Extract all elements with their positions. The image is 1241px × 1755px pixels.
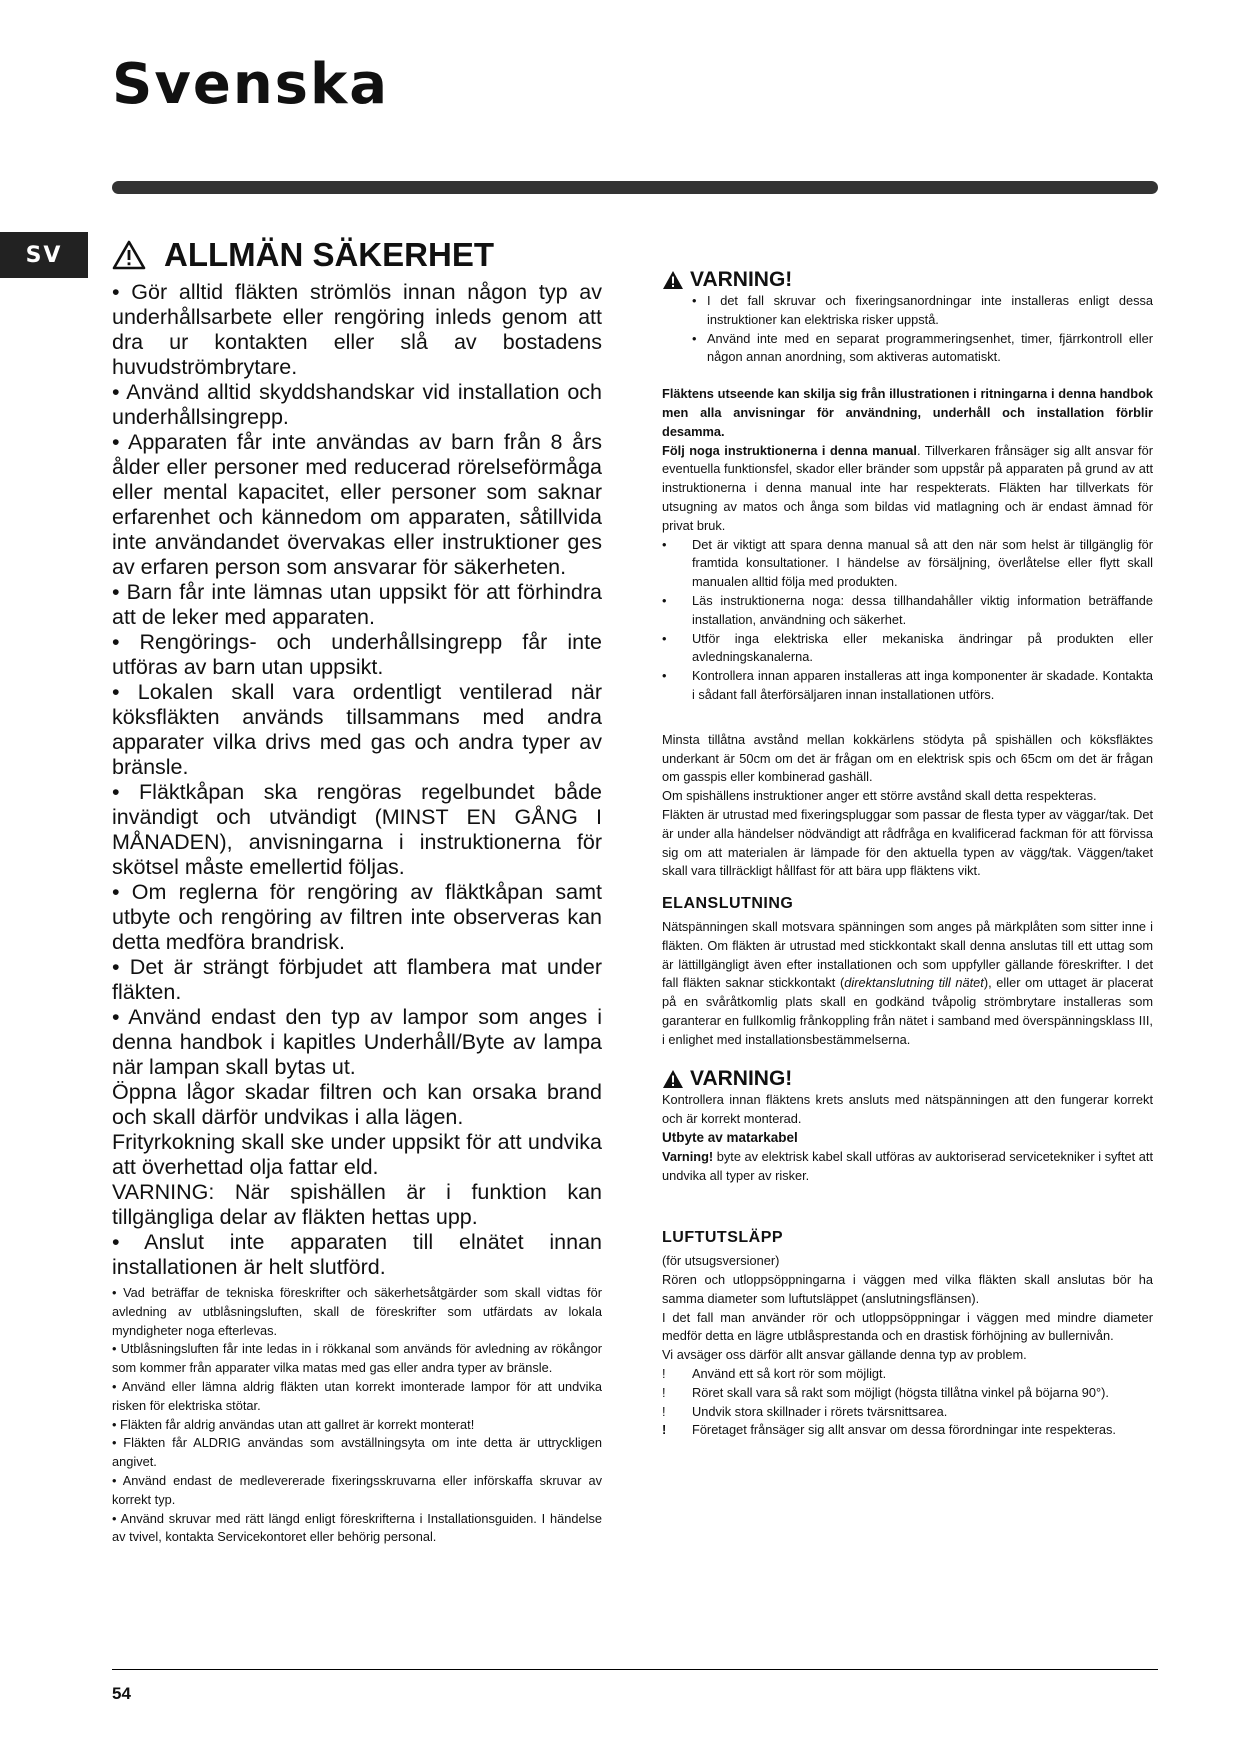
safety-big-text xyxy=(112,280,602,1280)
intro-list xyxy=(662,536,1153,705)
elanslutning-paragraph xyxy=(662,918,1153,1050)
intro-follow-text: . Tillverkaren frånsäger sig allt ansvar för eventuella funktionsfel, skador eller bränder som uppstår på apparaten på grund av att instruktionerna i denna manual inte har respekterats. Fläkten har tillverkats för utsugning av matos och ånga som bildas vid matlagning och är endast ämnad för privat bruk. xyxy=(662,442,1153,533)
list-item xyxy=(662,1365,1153,1384)
bullet-mark: • xyxy=(662,630,667,646)
list-item xyxy=(662,592,1153,630)
elanslutning-section xyxy=(662,895,1153,1049)
list-item-text: Undvik stora skillnader i rörets tvärsnittsarea. xyxy=(692,1403,948,1419)
distance-paragraph: Om spishällens instruktioner anger ett större avstånd skall detta respekteras. xyxy=(662,788,1097,804)
list-item xyxy=(662,1384,1153,1403)
luftutslapp-list xyxy=(662,1365,1153,1440)
bullet-mark: • xyxy=(662,592,667,608)
safety-paragraph: Öppna lågor skadar filtren och kan orsaka brand och skall därför undvikas i alla lägen. xyxy=(112,1080,602,1129)
safety-paragraph: VARNING: När spishällen är i funktion kan tillgängliga delar av fläkten hettas upp. xyxy=(112,1180,602,1229)
safety-paragraph: Frityrkokning skall ske under uppsikt för att undvika att överhettad olja fattar eld. xyxy=(112,1130,602,1179)
exclamation-mark: ! xyxy=(662,1366,666,1382)
luftutslapp-paragraph: I det fall man använder rör och utloppsöppningar i väggen med mindre diameter medför detta en lägre utblåsprestanda och en drastisk förhöjning av bullernivån. xyxy=(662,1309,1153,1344)
safety-paragraph: • Apparaten får inte användas av barn från 8 års ålder eller personer med reducerad rörelseförmåga eller mental kapacitet, eller personer som saknar erfarenhet och kännedom om apparaten, såtillvida inte användandet övervakas eller instruktioner ges av erfaren person som ansvarar för säkerheten. xyxy=(112,430,602,579)
list-item xyxy=(662,1403,1153,1422)
warning-heading xyxy=(662,267,1153,291)
elanslutning-text: Nätspänningen skall motsvara spänningen som anges på märkplåten som sitter inne i fläkten. Om fläkten är utrustad med stickkontakt skall denna anslutas till ett uttag som är lättillgängligt även efter installationen och som uppfyller gällande föreskrifter. I det fall fläkten saknar stickkontakt ( xyxy=(662,918,1153,991)
luftutslapp-paragraph: Vi avsäger oss därför allt ansvar gällande denna typ av problem. xyxy=(662,1347,1027,1363)
safety-heading-text: ALLMÄN SÄKERHET xyxy=(164,236,494,273)
warning2-section xyxy=(662,1069,1153,1185)
intro-follow-bold: Följ noga instruktionerna i denna manual xyxy=(662,442,917,458)
warning2-text: Kontrollera innan fläktens krets ansluts med nätspänningen att den fungerar korrekt och är korrekt monterad. xyxy=(662,1092,1153,1127)
list-item-text: Använd ett så kort rör som möjligt. xyxy=(692,1366,887,1382)
list-item xyxy=(662,1421,1153,1440)
list-item xyxy=(662,292,1153,330)
safety-note: • Använd skruvar med rätt längd enligt föreskrifterna i Installationsguiden. I händelse av tvivel, kontakta Servicekontoret eller behörig personal. xyxy=(112,1510,602,1545)
safety-heading xyxy=(112,236,602,274)
safety-note: • Använd eller lämna aldrig fläkten utan korrekt imonterade lampor för att undvika risken för elektriska stötar. xyxy=(112,1378,602,1413)
elanslutning-text-end: ), eller om uttaget är placerat på en svåråtkomlig plats skall en godkänd tvåpolig strömbrytare installeras som garanterar en fullkomlig frånkoppling från nätet i samband med överspänningsklass III, i enlighet med installationsbestämmelserna. xyxy=(662,975,1153,1047)
language-tab: SV xyxy=(0,232,88,278)
list-item-text: Använd inte med en separat programmeringsenhet, timer, fjärrkontroll eller någon annan anordning, som aktiveras automatiskt. xyxy=(707,330,1153,365)
safety-paragraph: • Använd alltid skyddshandskar vid installation och underhållsingrepp. xyxy=(112,380,602,429)
safety-paragraph: • Gör alltid fläkten strömlös innan någon typ av underhållsarbete eller rengöring inleds genom att dra ur kontakten eller slå av bostadens huvudströmbrytare. xyxy=(112,280,602,379)
safety-note: • Utblåsningsluften får inte ledas in i rökkanal som används för avledning av rökångor som kommer från apparater vilka matas med gas eller andra typer av bränsle. xyxy=(112,1341,602,1376)
safety-note: • Fläkten får aldrig användas utan att gallret är korrekt monterat! xyxy=(112,1416,475,1432)
safety-paragraph: • Lokalen skall vara ordentligt ventilerad när köksfläkten används tillsammans med andra apparater vilka drivs med gas och andra typer av bränsle. xyxy=(112,680,602,779)
exclamation-mark: ! xyxy=(662,1384,666,1400)
list-item-text: Det är viktigt att spara denna manual så att den när som helst är tillgänglig för framtida konsultationer. I händelse av försäljning, överlåtelse eller flytt skall manualen alltid följa med produkten. xyxy=(692,536,1153,590)
safety-paragraph: • Anslut inte apparaten till elnätet innan installationen är helt slutförd. xyxy=(112,1230,602,1279)
warning-heading-text: VARNING! xyxy=(690,267,793,291)
list-item-text: Kontrollera innan apparen installeras att inga komponenter är skadade. Kontakta i sådant fall återförsäljaren innan installationen utförs. xyxy=(692,668,1153,702)
list-item-text: Läs instruktionerna noga: dessa tillhandahåller viktig information beträffande installation, användning och säkerhet. xyxy=(692,592,1153,627)
footer-divider xyxy=(112,1669,1158,1670)
page-number: 54 xyxy=(112,1684,131,1703)
cable-heading: Utbyte av matarkabel xyxy=(662,1130,798,1146)
cable-warning-bold: Varning! xyxy=(662,1148,714,1164)
cable-text: byte av elektrisk kabel skall utföras av auktoriserad servicetekniker i syftet att undvika all typer av risker. xyxy=(662,1148,1153,1183)
exclamation-mark: ! xyxy=(662,1422,667,1438)
list-item xyxy=(662,630,1153,668)
left-column xyxy=(112,236,602,1547)
safety-paragraph: • Använd endast den typ av lampor som anges i denna handbok i kapitles Underhåll/Byte av lampa när lampan skall bytas ut. xyxy=(112,1005,602,1079)
list-item xyxy=(662,536,1153,592)
warning-heading xyxy=(662,1069,1153,1089)
safety-paragraph: • Rengörings- och underhållsingrepp får inte utföras av barn utan uppsikt. xyxy=(112,630,602,679)
warning-triangle-icon xyxy=(662,270,684,290)
list-item xyxy=(662,330,1153,368)
safety-note: • Använd endast de medlevererade fixeringsskruvarna eller införskaffa skruvar av korrekt typ. xyxy=(112,1472,602,1507)
right-column xyxy=(662,267,1153,1440)
distance-paragraph: Fläkten är utrustad med fixeringspluggar som passar de flesta typer av väggar/tak. Det är under alla händelser nödvändigt att rådfråga en kvalificerad fackman för att förvissa sig om att materialen är lämpade för den aktuella typen av vägg/tak. Väggen/taket skall vara tillräckligt hållfast för att bära upp fläktens vikt. xyxy=(662,806,1153,879)
list-item-text: I det fall skruvar och fixeringsanordningar inte installeras enligt dessa instruktioner kan elektriska risker uppstå. xyxy=(707,293,1153,327)
title-divider-bar xyxy=(112,181,1158,194)
safety-paragraph: • Det är strängt förbjudet att flambera mat under fläkten. xyxy=(112,955,602,1004)
luftutslapp-heading: LUFTUTSLÄPP xyxy=(662,1229,784,1247)
safety-paragraph: • Fläktkåpan ska rengöras regelbundet både invändigt och utvändigt (MINST EN GÅNG I MÅNADEN), anvisningarna i instruktionerna för skötsel måste emellertid följas. xyxy=(112,780,602,879)
bullet-mark: • xyxy=(692,293,697,308)
list-item-text: Företaget frånsäger sig allt ansvar om dessa förordningar inte respekteras. xyxy=(692,1422,1116,1438)
luftutslapp-subtitle: (för utsugsversioner) xyxy=(662,1253,780,1269)
warning-triangle-icon xyxy=(112,240,146,270)
luftutslapp-section xyxy=(662,1229,1153,1440)
intro-section xyxy=(662,385,1153,705)
distance-paragraph: Minsta tillåtna avstånd mellan kokkärlens stödyta på spishällen och köksfläktes underkant är 50cm om det är frågan om en elektrisk spis och 65cm om det är frågan om gasspis eller kombinerad gashäll. xyxy=(662,731,1153,785)
distance-section xyxy=(662,731,1153,881)
bullet-mark: • xyxy=(662,536,667,552)
warning-triangle-icon xyxy=(662,1069,684,1089)
warning-heading-text: VARNING! xyxy=(690,1067,793,1091)
elanslutning-heading: ELANSLUTNING xyxy=(662,895,794,913)
bullet-mark: • xyxy=(662,668,667,684)
bullet-mark: • xyxy=(692,330,697,346)
safety-small-text xyxy=(112,1284,602,1547)
exclamation-mark: ! xyxy=(662,1403,666,1419)
safety-paragraph: • Om reglerna för rengöring av fläktkåpan samt utbyte och rengöring av filtren inte observeras kan detta medföra brandrisk. xyxy=(112,880,602,954)
warning-list xyxy=(662,292,1153,367)
safety-note: • Vad beträffar de tekniska föreskrifter och säkerhetsåtgärder som skall vidtas för avledning av utblåsningsluften, skall de föreskrifter som utfärdats av lokala myndigheter noga efterlevas. xyxy=(112,1285,602,1338)
list-item xyxy=(662,667,1153,705)
safety-paragraph: • Barn får inte lämnas utan uppsikt för att förhindra att de leker med apparaten. xyxy=(112,580,602,629)
language-title: Svenska xyxy=(112,52,390,117)
luftutslapp-paragraph: Rören och utloppsöppningarna i väggen med vilka fläkten skall anslutas bör ha samma diameter som luftutsläppet (anslutningsflänsen). xyxy=(662,1272,1153,1306)
intro-bold-paragraph: Fläktens utseende kan skilja sig från illustrationen i ritningarna i denna handbok men alla anvisningar för användning, underhåll och installation förblir desamma. xyxy=(662,386,1153,439)
list-item-text: Utför inga elektriska eller mekaniska ändringar på produkten eller avledningskanalerna. xyxy=(692,630,1153,665)
elanslutning-italic: direktanslutning till nätet xyxy=(844,975,984,991)
list-item-text: Röret skall vara så rakt som möjligt (högsta tillåtna vinkel på böjarna 90°). xyxy=(692,1384,1109,1400)
cable-paragraph xyxy=(662,1148,1153,1186)
intro-follow-paragraph xyxy=(662,442,1153,536)
safety-note: • Fläkten får ALDRIG användas som avställningsyta om inte detta är uttryckligen angivet. xyxy=(112,1435,602,1470)
